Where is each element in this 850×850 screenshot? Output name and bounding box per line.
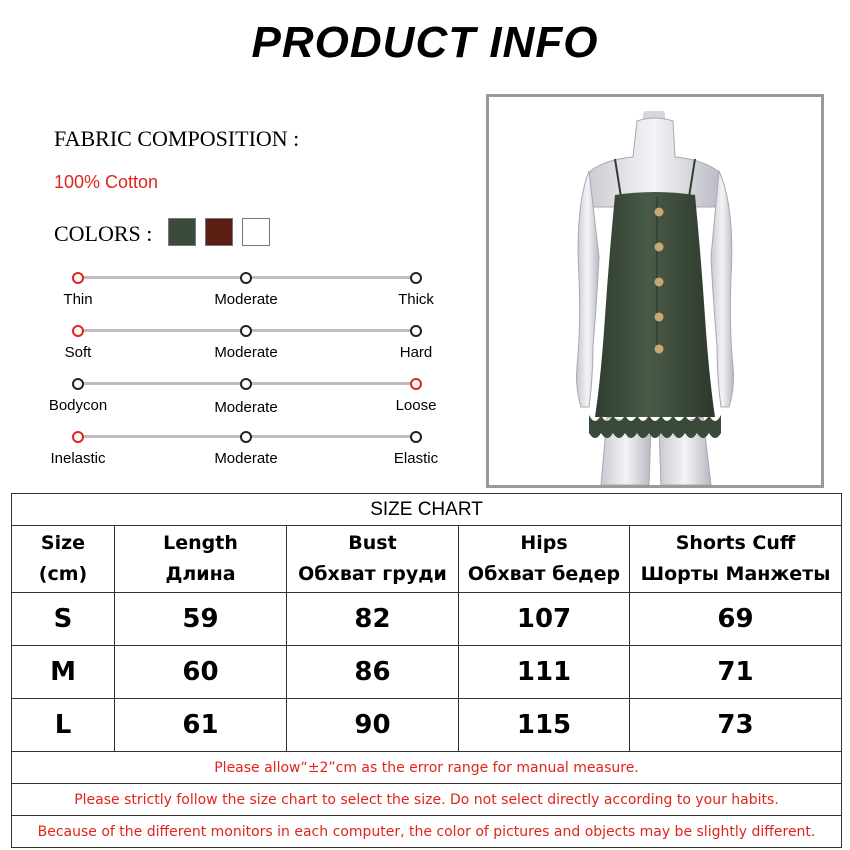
- scale-dot-moderate: [240, 378, 252, 390]
- header-bust: Bust Обхват груди: [287, 526, 459, 593]
- header-size: Size (cm): [12, 526, 115, 593]
- scale-label-moderate: Moderate: [214, 399, 278, 416]
- shorts-cuff-cell: 71: [630, 646, 842, 699]
- table-row: [12, 646, 842, 699]
- scale-dot-moderate: [240, 272, 252, 284]
- scale-dot-bodycon: [72, 378, 84, 390]
- note-error-range: Please allow“±2”cm as the error range for manual measure.: [12, 752, 842, 784]
- page-title: PRODUCT INFO: [251, 18, 599, 67]
- note-follow-chart: Please strictly follow the size chart to select the size. Do not select directly according to your habits.: [12, 784, 842, 816]
- scale-label-bodycon: Bodycon: [48, 397, 108, 414]
- fabric-composition-label: FABRIC COMPOSITION :: [54, 126, 300, 151]
- scale-label-inelastic: Inelastic: [50, 450, 106, 467]
- scale-label-thick: Thick: [398, 291, 434, 308]
- table-row: [12, 593, 842, 646]
- scale-dot-loose: [410, 378, 422, 390]
- shorts-cuff-cell: 73: [630, 699, 842, 752]
- length-cell: 59: [115, 593, 287, 646]
- color-swatch-white[interactable]: [242, 218, 270, 246]
- scale-dot-elastic: [410, 431, 422, 443]
- scale-label-hard: Hard: [399, 344, 433, 361]
- shorts-cuff-cell: 69: [630, 593, 842, 646]
- scale-dot-thin: [72, 272, 84, 284]
- header-hips: Hips Обхват бедер: [459, 526, 630, 593]
- scale-label-moderate: Moderate: [214, 291, 278, 308]
- scale-dot-moderate: [240, 431, 252, 443]
- scale-dot-hard: [410, 325, 422, 337]
- table-row: [12, 699, 842, 752]
- size-cell: L: [12, 699, 115, 752]
- scale-label-thin: Thin: [63, 291, 93, 308]
- scale-dot-soft: [72, 325, 84, 337]
- length-cell: 60: [115, 646, 287, 699]
- scale-dot-inelastic: [72, 431, 84, 443]
- size-chart-title: SIZE CHART: [12, 494, 842, 526]
- note-monitor-color: Because of the different monitors in each computer, the color of pictures and objects may be slightly different.: [12, 816, 842, 848]
- length-cell: 61: [115, 699, 287, 752]
- header-length: Length Длина: [115, 526, 287, 593]
- scale-label-loose: Loose: [395, 397, 437, 414]
- scale-label-soft: Soft: [64, 344, 92, 361]
- scale-dot-thick: [410, 272, 422, 284]
- fabric-composition-value: 100% Cotton: [54, 172, 159, 192]
- bust-cell: 86: [287, 646, 459, 699]
- colors-label: COLORS :: [54, 221, 153, 246]
- size-chart-header-row: [12, 526, 842, 593]
- scale-label-elastic: Elastic: [393, 450, 439, 467]
- size-chart-table: [11, 493, 842, 848]
- hips-cell: 111: [459, 646, 630, 699]
- size-cell: M: [12, 646, 115, 699]
- mannequin-romper-illustration: [489, 97, 821, 485]
- scale-label-moderate: Moderate: [214, 344, 278, 361]
- color-swatch-green[interactable]: [168, 218, 196, 246]
- hips-cell: 107: [459, 593, 630, 646]
- bust-cell: 82: [287, 593, 459, 646]
- size-cell: S: [12, 593, 115, 646]
- product-photo: [486, 94, 824, 488]
- bust-cell: 90: [287, 699, 459, 752]
- color-swatch-brown[interactable]: [205, 218, 233, 246]
- scale-dot-moderate: [240, 325, 252, 337]
- hips-cell: 115: [459, 699, 630, 752]
- header-shorts-cuff: Shorts Cuff Шорты Манжеты: [630, 526, 842, 593]
- scale-label-moderate: Moderate: [214, 450, 278, 467]
